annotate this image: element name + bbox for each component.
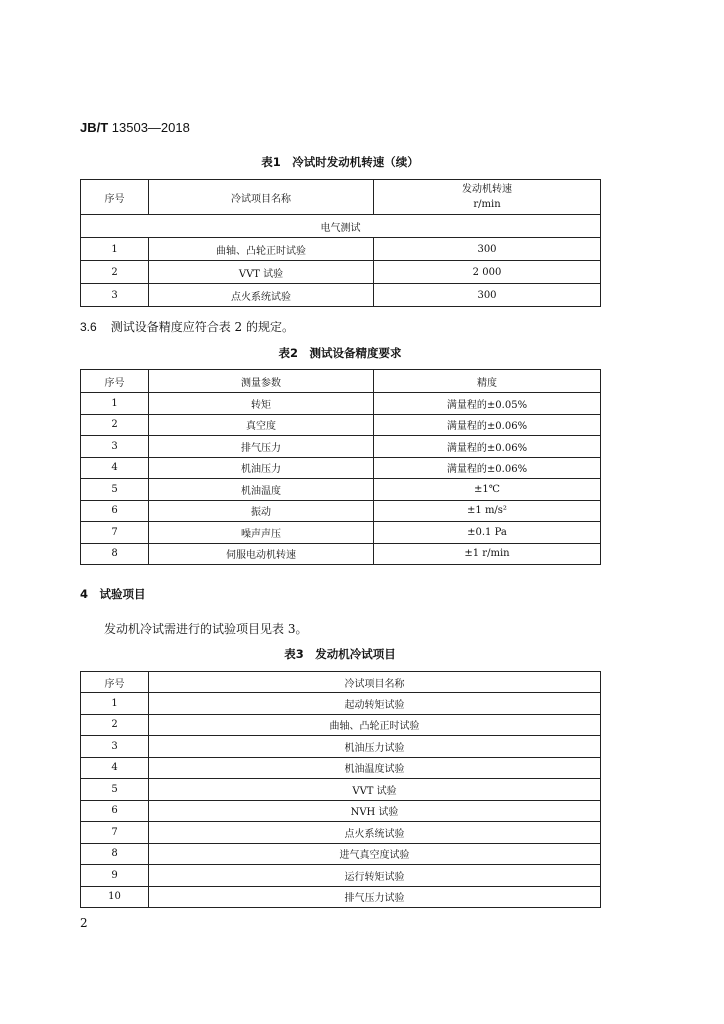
row-no: 2: [81, 414, 149, 436]
row-name: 进气真空度试验: [149, 843, 601, 865]
row-name: 曲轴、凸轮正时试验: [149, 238, 374, 261]
row-speed: 300: [374, 238, 601, 261]
table3-header-row: [81, 672, 601, 693]
table-row: [81, 393, 601, 415]
table-row: [81, 500, 601, 522]
row-no: 8: [81, 543, 149, 565]
table3: [80, 671, 601, 908]
table3-col-no: 序号: [81, 672, 149, 693]
table-row: [81, 414, 601, 436]
row-name: 排气压力试验: [149, 886, 601, 908]
row-param: 机油压力: [149, 457, 374, 479]
row-param: 转矩: [149, 393, 374, 415]
row-acc: 满量程的±0.05%: [374, 393, 601, 415]
row-acc: ±0.1 Pa: [374, 522, 601, 544]
table2-caption: 表2 测试设备精度要求: [278, 346, 402, 360]
table1-group-row: [81, 215, 601, 238]
table-row: [81, 479, 601, 501]
table3-col-name: 冷试项目名称: [149, 672, 601, 693]
page-number: 2: [80, 916, 88, 930]
row-acc: 满量程的±0.06%: [374, 457, 601, 479]
table-row: [81, 757, 601, 779]
table-row: [81, 543, 601, 565]
row-name: 点火系统试验: [149, 284, 374, 307]
table1-col-speed-label: 发动机转速: [462, 184, 512, 195]
row-no: 3: [81, 284, 149, 307]
table-row: [81, 457, 601, 479]
table2-col-no: 序号: [81, 370, 149, 393]
row-no: 2: [81, 714, 149, 736]
row-speed: 2 000: [374, 261, 601, 284]
clause-3-6: [80, 318, 294, 335]
table2-header-row: [81, 370, 601, 393]
row-no: 6: [81, 500, 149, 522]
row-param: 噪声声压: [149, 522, 374, 544]
clause-text: 测试设备精度应符合表 2 的规定。: [110, 320, 294, 334]
row-acc: ±1℃: [374, 479, 601, 501]
table-row: [81, 736, 601, 758]
table-row: [81, 800, 601, 822]
row-no: 3: [81, 436, 149, 458]
row-name: 点火系统试验: [149, 822, 601, 844]
row-no: 10: [81, 886, 149, 908]
row-no: 3: [81, 736, 149, 758]
table-row: [81, 886, 601, 908]
row-name: 运行转矩试验: [149, 865, 601, 887]
table2: [80, 369, 601, 565]
row-no: 5: [81, 479, 149, 501]
table1-col-speed-unit: r/min: [473, 199, 501, 210]
row-acc: ±1 r/min: [374, 543, 601, 565]
table1-caption: 表1 冷试时发动机转速（续）: [261, 155, 419, 169]
row-no: 9: [81, 865, 149, 887]
table-row: [81, 261, 601, 284]
row-name: 曲轴、凸轮正时试验: [149, 714, 601, 736]
row-param: 真空度: [149, 414, 374, 436]
row-no: 8: [81, 843, 149, 865]
table-row: [81, 522, 601, 544]
row-speed: 300: [374, 284, 601, 307]
table3-caption: 表3 发动机冷试项目: [284, 647, 396, 661]
section-4-heading: 4 试验项目: [80, 587, 146, 601]
row-name: 机油温度试验: [149, 757, 601, 779]
row-no: 7: [81, 522, 149, 544]
row-param: 机油温度: [149, 479, 374, 501]
table-row: [81, 843, 601, 865]
row-no: 1: [81, 393, 149, 415]
row-name: VVT 试验: [149, 261, 374, 284]
table1-col-name: 冷试项目名称: [149, 180, 374, 215]
table-row: [81, 284, 601, 307]
row-param: 振动: [149, 500, 374, 522]
table2-col-acc: 精度: [374, 370, 601, 393]
table-row: [81, 822, 601, 844]
table1-col-no: 序号: [81, 180, 149, 215]
row-no: 5: [81, 779, 149, 801]
table-row: [81, 436, 601, 458]
row-acc: ±1 m/s²: [374, 500, 601, 522]
table-row: [81, 865, 601, 887]
table1-group-label: 电气测试: [81, 215, 601, 238]
row-no: 6: [81, 800, 149, 822]
row-name: 机油压力试验: [149, 736, 601, 758]
table1-col-speed: [374, 180, 601, 215]
row-name: VVT 试验: [149, 779, 601, 801]
table-row: [81, 693, 601, 715]
row-no: 2: [81, 261, 149, 284]
row-no: 4: [81, 457, 149, 479]
row-param: 排气压力: [149, 436, 374, 458]
row-no: 1: [81, 238, 149, 261]
table-row: [81, 714, 601, 736]
row-name: 起动转矩试验: [149, 693, 601, 715]
row-name: NVH 试验: [149, 800, 601, 822]
row-acc: 满量程的±0.06%: [374, 436, 601, 458]
clause-number: 3.6: [80, 320, 97, 334]
row-param: 伺服电动机转速: [149, 543, 374, 565]
row-no: 1: [81, 693, 149, 715]
table-row: [81, 238, 601, 261]
table-row: [81, 779, 601, 801]
row-no: 4: [81, 757, 149, 779]
table1: [80, 179, 601, 307]
standard-code: JB/T 13503—2018: [80, 120, 190, 135]
row-acc: 满量程的±0.06%: [374, 414, 601, 436]
table2-col-param: 测量参数: [149, 370, 374, 393]
row-no: 7: [81, 822, 149, 844]
section-4-text: 发动机冷试需进行的试验项目见表 3。: [104, 622, 308, 636]
table1-header-row: [81, 180, 601, 215]
